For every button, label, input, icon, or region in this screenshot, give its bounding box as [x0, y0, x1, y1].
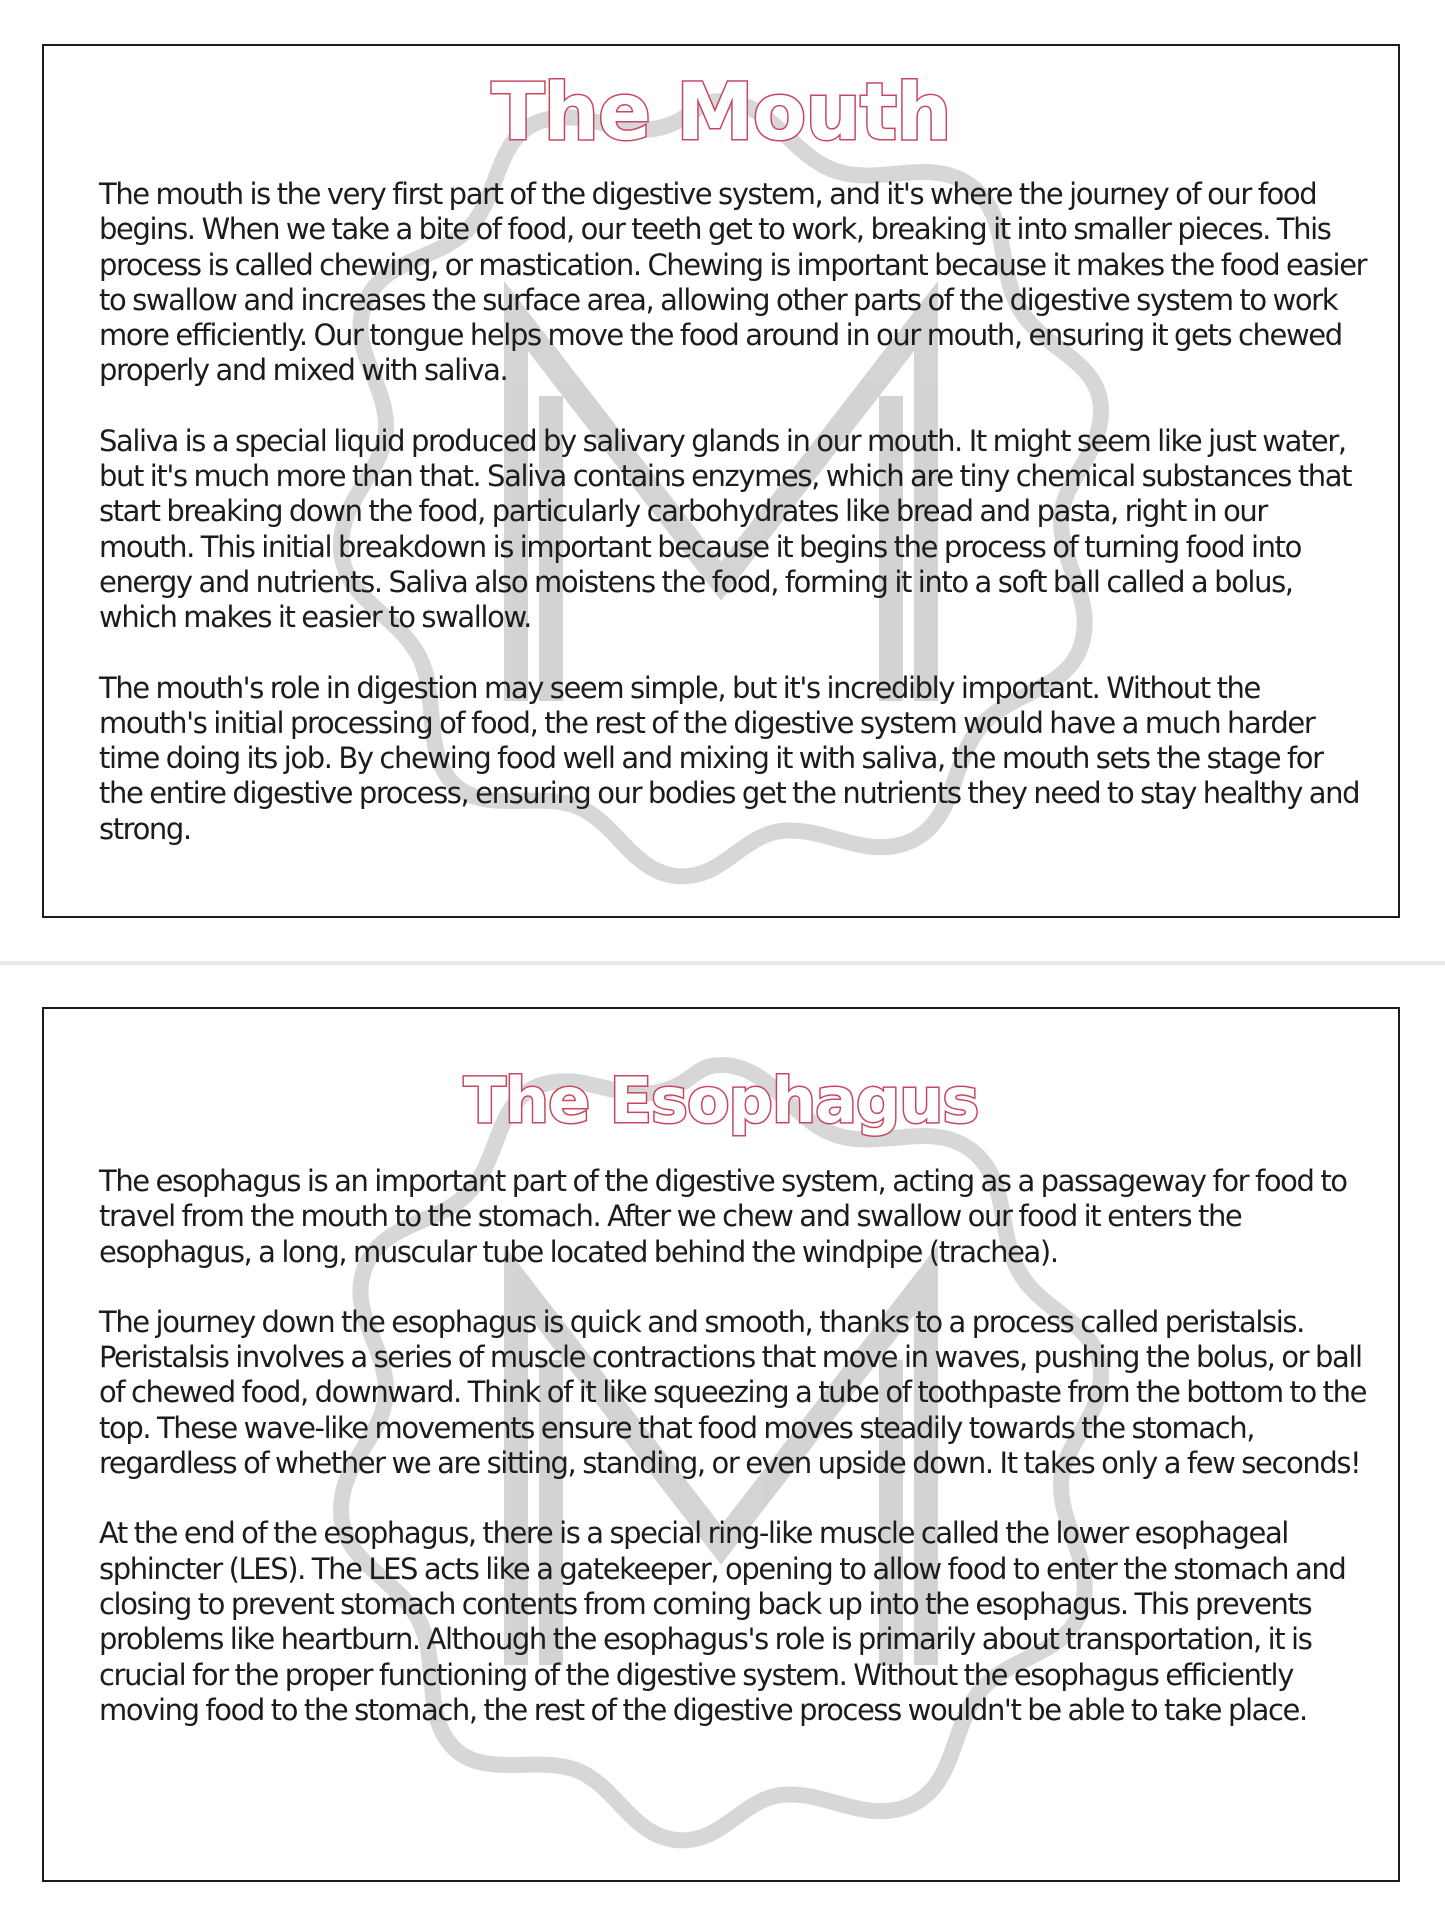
esophagus-card: [42, 1007, 1400, 1882]
paragraph: Saliva is a special liquid produced by salivary glands in our mouth. It might seem like just water, but it's much more than that. Saliva contains enzymes, which are tiny chemical substances that start breaking down the food, particularly carbohydrates like bread and pasta, right in our mouth. This initial breakdown is important because it begins the process of turning food into energy and nutrients. Saliva also moistens the food, forming it into a soft ball called a bolus, which makes it easier to swallow.: [99, 423, 1352, 635]
mouth-card: [42, 44, 1400, 918]
card-body: [99, 1164, 1368, 1728]
bottom-sheet: [0, 965, 1445, 1926]
paragraph: The journey down the esophagus is quick and smooth, thanks to a process called peristalsis. Peristalsis involves a series of muscle contractions that move in waves, pushing the bolus, or ball of chewed food, downward. Think of it like squeezing a tube of toothpaste from the bottom to the top. These wave-like movements ensure that food moves steadily towards the stomach, regardless of whether we are sitting, standing, or even upside down. It takes only a few seconds!: [99, 1304, 1367, 1481]
card-title: The Mouth: [491, 68, 951, 158]
card-title: The Esophagus: [463, 1064, 979, 1137]
top-sheet: [0, 0, 1445, 961]
paragraph: The mouth's role in digestion may seem simple, but it's incredibly important. Without the mouth's initial processing of food, the rest of the digestive system would have a much harder time doing its job. By chewing food well and mixing it with saliva, the mouth sets the stage for the entire digestive process, ensuring our bodies get the nutrients they need to stay healthy and strong.: [99, 670, 1360, 846]
paragraph: The mouth is the very first part of the digestive system, and it's where the journey of our food begins. When we take a bite of food, our teeth get to work, breaking it into smaller pieces. This process is called chewing, or mastication. Chewing is important because it makes the food easier to swallow and increases the surface area, allowing other parts of the digestive system to work more efficiently. Our tongue helps move the food around in our mouth, ensuring it gets chewed properly and mixed with saliva.: [99, 177, 1367, 388]
card-body: [99, 177, 1368, 847]
paragraph: The esophagus is an important part of the digestive system, acting as a passageway for food to travel from the mouth to the stomach. After we chew and swallow our food it enters the esophagus, a long, muscular tube located behind the windpipe (trachea).: [99, 1164, 1347, 1269]
paragraph: At the end of the esophagus, there is a special ring-like muscle called the lower esophageal sphincter (LES). The LES acts like a gatekeeper, opening to allow food to enter the stomach and closing to prevent stomach contents from coming back up into the esophagus. This prevents problems like heartburn. Although the esophagus's role is primarily about transportation, it is crucial for the proper functioning of the digestive system. Without the esophagus efficiently moving food to the stomach, the rest of the digestive process wouldn't be able to take place.: [99, 1516, 1346, 1727]
